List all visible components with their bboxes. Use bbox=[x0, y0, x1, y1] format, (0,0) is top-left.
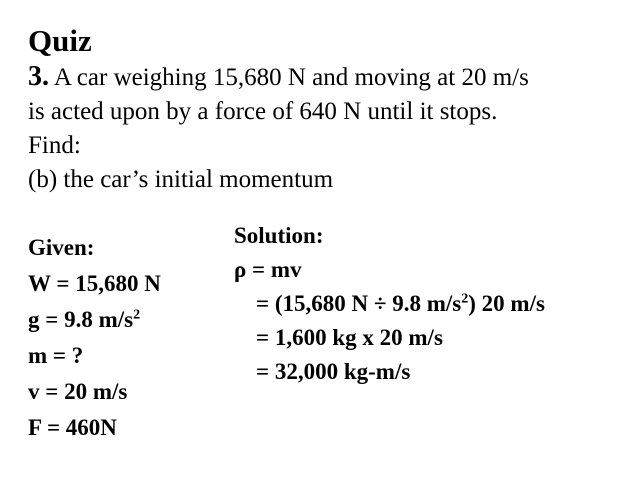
question-line-1 bbox=[28, 60, 628, 95]
solution-step-3: = 32,000 kg-m/s bbox=[256, 359, 411, 384]
question-text-1: A car weighing 15,680 N and moving at 20 m/s bbox=[53, 64, 529, 91]
solution-step-1-b: ) 20 m/s bbox=[468, 291, 545, 316]
solution-step-2: = 1,600 kg x 20 m/s bbox=[256, 325, 443, 350]
solution-step-1-exponent: 2 bbox=[461, 291, 469, 307]
given-velocity: v = 20 m/s bbox=[28, 379, 128, 404]
question-line-3: Find: bbox=[28, 132, 81, 159]
given-gravity bbox=[28, 302, 161, 338]
question-block bbox=[28, 60, 628, 197]
solution-step-1-a: = (15,680 N ÷ 9.8 m/s bbox=[256, 291, 462, 316]
question-line-2: is acted upon by a force of 640 N until it stops. bbox=[28, 98, 498, 125]
slide-title: Quiz bbox=[28, 23, 92, 58]
given-mass: m = ? bbox=[28, 343, 84, 368]
solution-heading: Solution: bbox=[234, 223, 324, 248]
given-block bbox=[28, 230, 161, 446]
question-line-4: (b) the car’s initial momentum bbox=[28, 166, 334, 193]
question-number: 3. bbox=[28, 61, 49, 92]
given-gravity-exponent: 2 bbox=[133, 307, 141, 323]
given-weight: W = 15,680 N bbox=[28, 271, 161, 296]
solution-formula: ρ = mv bbox=[234, 257, 302, 282]
given-heading: Given: bbox=[28, 235, 95, 260]
solution-step-1 bbox=[234, 287, 545, 321]
solution-block bbox=[234, 219, 545, 389]
given-force: F = 460N bbox=[28, 415, 117, 440]
given-gravity-base: g = 9.8 m/s bbox=[28, 307, 134, 332]
